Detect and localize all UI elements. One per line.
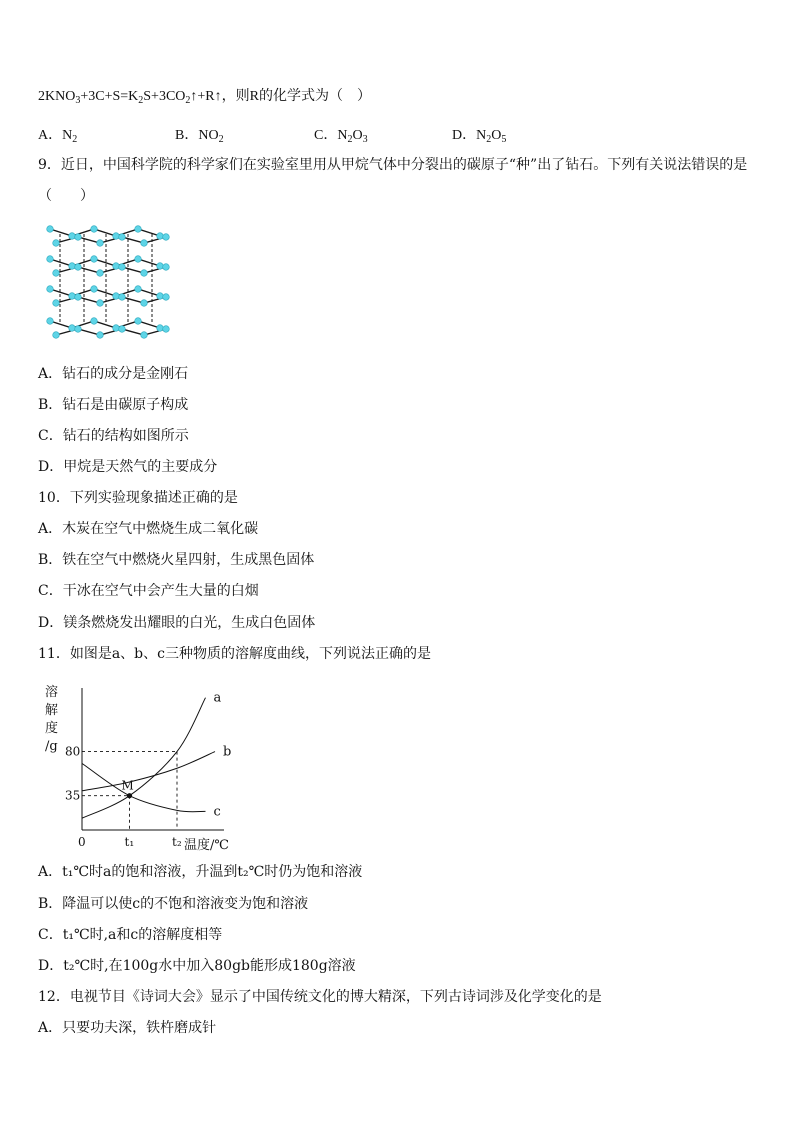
- q8-equation: [38, 88, 371, 106]
- carbon-atom: [163, 264, 170, 271]
- carbon-atom: [163, 294, 170, 301]
- formula-part: N: [476, 128, 487, 143]
- x-tick-label: t₂: [172, 835, 182, 849]
- option-letter: D．: [452, 128, 477, 143]
- q11-option-a[interactable]: A．t₁℃时a的饱和溶液，升温到t₂℃时仍为饱和溶液: [38, 864, 363, 880]
- carbon-atom: [97, 300, 104, 307]
- carbon-atom: [157, 233, 164, 240]
- q9-answer-paren: （ ）: [38, 188, 94, 204]
- q8-option-a[interactable]: [38, 124, 77, 144]
- formula-sub: 5: [501, 134, 507, 145]
- q9-option-a[interactable]: A．钻石的成分是金刚石: [38, 366, 189, 382]
- series-label-c: c: [213, 804, 221, 820]
- q9-option-c[interactable]: C．钻石的结构如图所示: [38, 428, 189, 444]
- option-letter: B．: [175, 128, 199, 143]
- curve-b: [82, 752, 215, 791]
- q9-option-d[interactable]: D．甲烷是天然气的主要成分: [38, 459, 218, 475]
- carbon-atom: [69, 293, 76, 300]
- carbon-atom: [75, 234, 82, 241]
- q11-option-d[interactable]: D．t₂℃时,在100g水中加入80gb能形成180g溶液: [38, 958, 356, 974]
- x-tick-label: t₁: [124, 835, 135, 849]
- carbon-atom: [47, 226, 54, 233]
- q11-option-c[interactable]: C．t₁℃时,a和c的溶解度相等: [38, 927, 223, 943]
- carbon-atom: [157, 325, 164, 332]
- carbon-atom: [91, 256, 98, 263]
- formula-sub: 2: [347, 134, 353, 145]
- series-label-a: a: [213, 690, 222, 706]
- y-tick-label: 80: [65, 744, 81, 759]
- carbon-atom: [53, 240, 60, 247]
- formula-sub: 3: [362, 134, 368, 145]
- carbon-atom: [119, 294, 126, 301]
- carbon-atom: [75, 326, 82, 333]
- q11-stem: 11．如图是a、b、c三种物质的溶解度曲线，下列说法正确的是: [38, 646, 431, 662]
- carbon-atom: [75, 294, 82, 301]
- lattice-layer-bond: [50, 321, 160, 328]
- q12-stem: 12．电视节目《诗词大会》显示了中国传统文化的博大精深，下列古诗词涉及化学变化的是: [38, 989, 602, 1005]
- formula-part: N: [62, 128, 73, 143]
- series-label-b: b: [223, 744, 232, 760]
- carbon-atom: [75, 264, 82, 271]
- formula-part: N: [337, 128, 348, 143]
- q8-option-b[interactable]: [175, 124, 224, 144]
- eq-sub: 2: [185, 95, 191, 106]
- curve-a: [82, 698, 206, 819]
- y-axis-label-char: 溶: [45, 685, 59, 700]
- lattice-layer-bond: [50, 229, 160, 236]
- formula-sub: 2: [218, 134, 224, 145]
- carbon-atom: [141, 270, 148, 277]
- carbon-atom: [113, 263, 120, 270]
- eq-part: S+3CO: [143, 89, 186, 104]
- carbon-atom: [91, 318, 98, 325]
- carbon-atom: [97, 270, 104, 277]
- q10-option-b[interactable]: B．铁在空气中燃烧火星四射，生成黑色固体: [38, 552, 315, 568]
- q9-option-b[interactable]: B．钻石是由碳原子构成: [38, 397, 189, 413]
- point-label-m: M: [121, 778, 134, 793]
- carbon-atom: [141, 332, 148, 339]
- y-axis-label-char: 度: [45, 721, 59, 736]
- carbon-atom: [47, 318, 54, 325]
- diamond-structure-figure: [40, 218, 172, 344]
- carbon-atom: [157, 293, 164, 300]
- eq-part: ↑+R↑，则R的化学式为（ ）: [190, 89, 371, 104]
- intersection-point-m: [127, 793, 132, 798]
- origin-label: 0: [78, 835, 86, 849]
- carbon-atom: [141, 240, 148, 247]
- carbon-atom: [119, 326, 126, 333]
- q8-options: [38, 124, 638, 145]
- formula-sub: 2: [486, 134, 492, 145]
- formula-part: O: [352, 128, 363, 143]
- carbon-atom: [91, 286, 98, 293]
- carbon-atom: [163, 326, 170, 333]
- carbon-atom: [135, 286, 142, 293]
- carbon-atom: [119, 264, 126, 271]
- carbon-atom: [47, 286, 54, 293]
- q9-stem: 9．近日，中国科学院的科学家们在实验室里用从甲烷气体中分裂出的碳原子“种”出了钻石。下列有关说法错误的是: [38, 157, 748, 173]
- carbon-atom: [47, 256, 54, 263]
- carbon-atom: [69, 233, 76, 240]
- carbon-atom: [53, 270, 60, 277]
- q10-option-d[interactable]: D．镁条燃烧发出耀眼的白光，生成白色固体: [38, 615, 316, 631]
- carbon-atom: [113, 293, 120, 300]
- y-tick-label: 35: [65, 788, 81, 803]
- carbon-atom: [119, 234, 126, 241]
- carbon-atom: [97, 240, 104, 247]
- lattice-layer-bond: [50, 259, 160, 266]
- solubility-curve-svg: [38, 680, 238, 852]
- q11-option-b[interactable]: B．降温可以使c的不饱和溶液变为饱和溶液: [38, 896, 309, 912]
- q12-option-a[interactable]: A．只要功夫深，铁杵磨成针: [38, 1020, 217, 1036]
- carbon-atom: [97, 332, 104, 339]
- option-letter: A．: [38, 128, 63, 143]
- carbon-atom: [91, 226, 98, 233]
- y-axis-label-char: 解: [45, 703, 59, 718]
- lattice-layer-bond: [50, 289, 160, 296]
- q8-option-d[interactable]: [452, 124, 506, 144]
- carbon-atom: [53, 300, 60, 307]
- eq-part: +3C+S=K: [80, 89, 139, 104]
- q10-option-a[interactable]: A．木炭在空气中燃烧生成二氧化碳: [38, 521, 259, 537]
- carbon-atom: [53, 332, 60, 339]
- carbon-atom: [113, 325, 120, 332]
- x-axis-label: 温度/℃: [184, 838, 229, 852]
- crystal-lattice-diagram: [40, 218, 172, 340]
- y-axis-label-char: /g: [45, 739, 58, 754]
- carbon-atom: [141, 300, 148, 307]
- eq-sub: 2: [138, 95, 144, 106]
- formula-part: O: [491, 128, 502, 143]
- formula-sub: 2: [72, 134, 78, 145]
- solubility-chart: [38, 680, 238, 856]
- q10-stem: 10．下列实验现象描述正确的是: [38, 490, 238, 506]
- carbon-atom: [113, 233, 120, 240]
- formula-part: NO: [198, 128, 219, 143]
- q10-option-c[interactable]: C．干冰在空气中会产生大量的白烟: [38, 583, 259, 599]
- carbon-atom: [69, 263, 76, 270]
- carbon-atom: [157, 263, 164, 270]
- q8-option-c[interactable]: [314, 124, 368, 144]
- eq-part: 2KNO: [38, 89, 76, 104]
- carbon-atom: [163, 234, 170, 241]
- carbon-atom: [135, 226, 142, 233]
- eq-sub: 3: [75, 95, 81, 106]
- carbon-atom: [135, 318, 142, 325]
- option-letter: C．: [314, 128, 338, 143]
- carbon-atom: [135, 256, 142, 263]
- carbon-atom: [69, 325, 76, 332]
